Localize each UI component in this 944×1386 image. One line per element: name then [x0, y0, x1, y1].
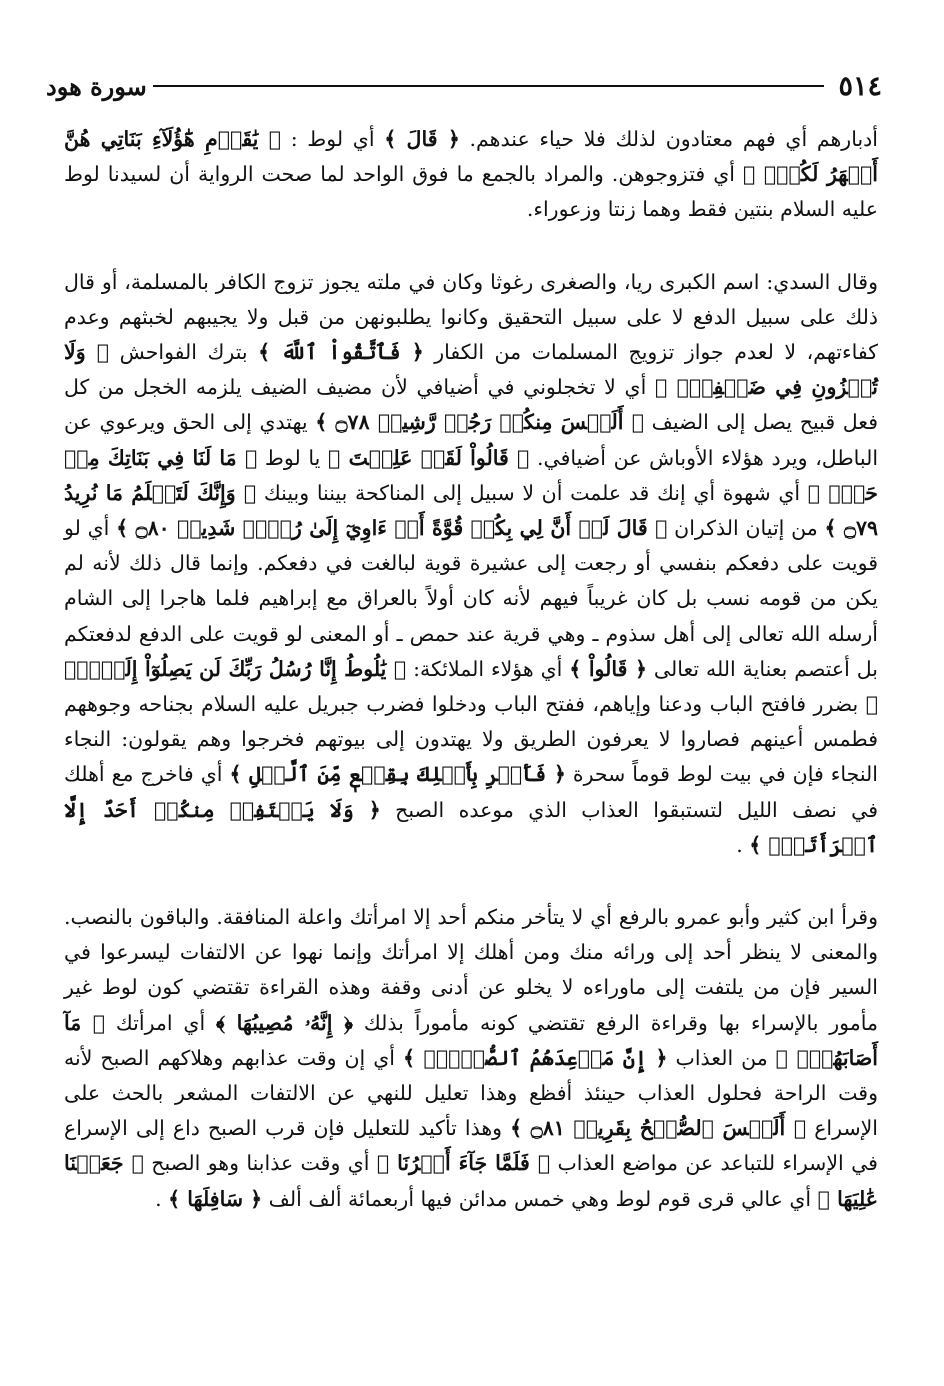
commentary-text: من العذاب [667, 1045, 776, 1070]
commentary-text: بضرر فافتح الباب ودعنا وإياهم، ففتح الباب ودخلوا فضرب جبريل عليه السلام بجناحه وجوههم فطمس أعينهم فصاروا لا يعرفون الطريق ولا يهتدون إلى بيوتهم فخرجوا وهم يقولون: النجاء النجاء فإن في بيت لوط قوماً سحرة [64, 692, 878, 787]
commentary-text: وقال السدي: اسم الكبرى ريا، والصغرى رغوثا وكان في ملته يجوز تزوج الكافر بالمسلمة، أو قال ذلك على سبيل الدفع لا على سبيل التحقيق وكانوا يطلبونهن من قبل ولا يجيبهم لخبثهم وعدم كفاءتهم، لا لعدم جواز تزويج المسلمات من الكفار [64, 269, 878, 365]
quran-quote: ﴿ قَالَ ﴾ [384, 127, 460, 151]
quran-quote: ﴿ سَافِلَهَا ﴾ [168, 1186, 263, 1211]
paragraph-2 [64, 265, 878, 863]
commentary-text: من إتيان الذكران [667, 516, 825, 541]
commentary-text: بترك الفواحش [109, 340, 259, 365]
commentary-text: أي إن وقت عذابهم وهلاكهم الصبح لأنه وقت الراحة فحلول العذاب حينئذ أفظع وهذا تعليل للنهي عن الالتفات المشعر بالحث على الإسراع [64, 1045, 879, 1141]
quran-quote: ﴿ أَلَيۡسَ مِنكُمۡ رَجُلٞ رَّشِيدٞ ۝٧٨ ﴾ [315, 410, 645, 435]
surah-name: سورة هود [46, 71, 147, 101]
commentary-text: أي امرأتك [105, 1010, 217, 1035]
quran-quote: ﴿ قَالُواْ لَقَدۡ عَلِمۡتَ ﴾ [328, 445, 530, 470]
commentary-text: أي لو قويت على دفعكم بنفسي أو رجعت إلى عشيرة قوية لبالغت في دفعكم. وإنما قال ذلك لأنه لم يكن من قومه نسب بل كان غريباً فيهم لأنه كان أولاً بالعراق مع إبراهيم فلما هاجرا إلى الشام أرسله الله تعالى إلى أهل سذوم ـ وهي قرية عند حمص ـ أو المعنى لو قويت على الدفع لدفعتكم بل أعتصم بعناية الله تعالى [64, 516, 878, 681]
page-header [46, 66, 882, 106]
quran-quote: ﴿ أَلَيۡسَ ٱلصُّبۡحُ بِقَرِيبٖ ۝٨١ ﴾ [510, 1116, 807, 1141]
quran-quote: ﴿ فَلَمَّا جَآءَ أَمۡرُنَا ﴾ [376, 1151, 551, 1176]
quran-quote: ﴿ إِنَّ مَوۡعِدَهُمُ ٱلصُّبۡحُۚ ﴾ [402, 1045, 668, 1070]
commentary-text: أي شهوة أي إنك قد علمت أن لا سبيل إلى المناكحة بيننا وبينك [256, 480, 808, 505]
quran-quote: ﴿ مَا لَنَا فِي بَنَاتِكَ مِنۡ حَقّٖ ﴾ [64, 445, 878, 505]
quran-quote: ﴿ وَإِنَّكَ لَتَعۡلَمُ مَا نُرِيدُ ۝٧٩ ﴾ [64, 480, 878, 541]
commentary-text: يا لوط [257, 445, 329, 470]
commentary-text: وقرأ ابن كثير وأبو عمرو بالرفع أي لا يتأخر منكم أحد إلا امرأتك واعلة المنافقة. والباقون بالنصب. والمعنى لا ينظر أحد إلى ورائه منك ومن أهلك إلا امرأتك وإنما نهوا عن الالتفات ليسرعوا في السير فإن من يلتفت إلى ماوراءه لا يخلو عن أدنى وقفة وهذه القراءة تقتضي كون لوط غير مأمور بالإسراء بها وقراءة الرفع تقتضي كونه مأموراً بذلك [64, 905, 878, 1035]
paragraph-1 [64, 122, 878, 228]
quran-quote: ﴿ وَلَا تُخۡزُونِ فِي ضَيۡفِيٓۖ ﴾ [64, 340, 878, 400]
commentary-text: يهتدي إلى الحق ويرعوي عن الباطل، ويرد هؤلاء الأوباش عن أضيافي. [64, 410, 879, 470]
commentary-text: أي فاخرج مع أهلك في نصف الليل لتستبقوا العذاب الذي موعده الصبح [64, 762, 878, 822]
header-rule [153, 85, 825, 87]
commentary-text: أي وقت عذابنا وهو الصبح [143, 1151, 377, 1176]
commentary-text: أي لوط : [281, 127, 385, 151]
quran-quote: ﴿ قَالَ لَوۡ أَنَّ لِي بِكُمۡ قُوَّةً أَوۡ ءَاوِيٓ إِلَىٰ رُكۡنٖ شَدِيدٖ ۝٨٠ ﴾ [116, 516, 668, 541]
quran-quote: ﴿ فَٱتَّقُواْ ٱللَّهَ ﴾ [258, 340, 424, 365]
commentary-text: أي لا تخجلوني في أضيافي لأن مضيف الضيف يلزمه الخجل من كل فعل قبيح يصل إلى الضيف [64, 375, 878, 435]
commentary-text: . [155, 1186, 169, 1211]
paragraph-3 [64, 900, 878, 1217]
commentary-text: أي هؤلاء الملائكة: [406, 656, 570, 681]
commentary-text: وهذا تأكيد للتعليل فإن قرب الصبح داع إلى الإسراع في الإسراء للتباعد عن مواضع العذاب [64, 1116, 878, 1176]
quran-quote: ﴿ مَآ أَصَابَهُمۡۚ ﴾ [64, 1010, 878, 1070]
quran-quote: ﴿ إِنَّهُۥ مُصِيبُهَا ﴾ [216, 1010, 354, 1035]
quran-quote: ﴿ يَٰقَوۡمِ هَٰٓؤُلَآءِ بَنَاتِي هُنَّ أَطۡهَرُ لَكُمۡۖ ﴾ [64, 127, 879, 187]
commentary-text: أي فتزوجوهن. والمراد بالجمع ما فوق الواحد لما صحت الرواية أن لسيدنا لوط عليه السلام بنتين فقط وهما زنتا وزعوراء. [64, 162, 878, 222]
commentary-text: أي عالي قرى قوم لوط وهي خمس مدائن فيها أربعمائة ألف ألف [262, 1186, 818, 1211]
quran-quote: ﴿ وَلَا يَلۡتَفِتۡ مِنكُمۡ أَحَدٌ إِلَّا ٱمۡرَأَتَكَۖ ﴾ [64, 797, 878, 857]
commentary-text: أدبارهم أي فهم معتادون لذلك فلا حياء عندهم. [459, 127, 878, 151]
page-number: ٥١٤ [838, 70, 882, 102]
quran-quote: ﴿ يَٰلُوطُ إِنَّا رُسُلُ رَبِّكَ لَن يَصِلُوٓاْ إِلَيۡكَۖ ﴾ [64, 656, 878, 717]
quran-quote: ﴿ فَأَسۡرِ بِأَهۡلِكَ بِقِطۡعٖ مِّنَ ٱلَّيۡلِ ﴾ [229, 762, 566, 787]
quran-quote: ﴿ جَعَلۡنَا عَٰلِيَهَا ﴾ [64, 1151, 878, 1211]
commentary-text: . [736, 832, 750, 857]
quran-quote: ﴿ قَالُواْ ﴾ [569, 656, 647, 681]
commentary-body [64, 122, 878, 1217]
